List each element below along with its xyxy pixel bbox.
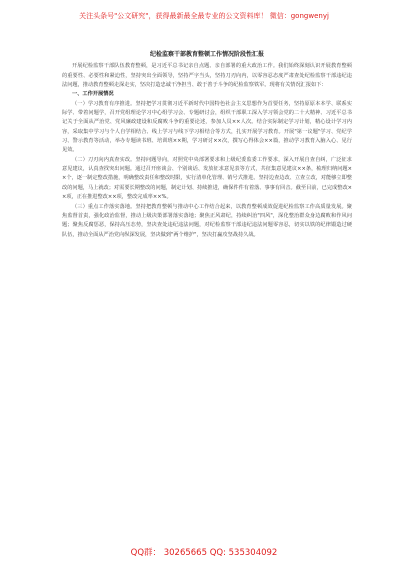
header-banner	[0, 12, 408, 21]
document-body	[62, 50, 352, 240]
footer-contact: QQ群： 30265665 QQ: 535304092	[130, 548, 278, 558]
section-heading: 一、工作开展情况	[72, 91, 114, 98]
intro-paragraph: 开展纪检监察干部队伍教育整顿，是习近平总书记亲自点题、亲自部署的重大政治工作。我们始终深刻认识开展教育整顿的重要性、必要性和紧迫性，坚持突出全面领导，坚持严字当头，坚持刀刃向内，以零容忍态度严肃查处纪检监察干部违纪违法问题，推动教育整顿走深走实，坚决打造忠诚干净担当、敢于善于斗争的纪检监察铁军。现将有关情况汇报如下：	[62, 63, 352, 89]
banner-text: 关注头条号"公文研究"，获得最新最全最专业的公文资料库！ 微信：gongwenyj	[79, 12, 329, 20]
paragraph-work: （三）重点工作落实落地。坚持把教育整顿与推动中心工作结合起来，以教育整顿成效促进纪检监察工作高质量发展。聚焦监督首责，强化政治监督，推动上级决策部署落实落地；聚焦正风肃纪，持续纠治"四风"，深化整治群众身边腐败和作风问题；聚焦反腐惩恶，保持高压态势，坚决查处违纪违法问题，对纪检监察干部违纪违法问题零容忍，切实以铁的纪律锻造过硬队伍，推动全面从严治党向纵深发展，坚决做到"两个维护"，坚决打赢攻坚战持久战。	[62, 203, 352, 238]
paragraph-study: （一）学习教育有序推进。坚持把学习贯彻习近平新时代中国特色社会主义思想作为首要任务，坚持原原本本学、联系实际学、带着问题学，召开党组理论学习中心组学习会、专题研讨会，组织干部职工深入学习领会党的二十大精神、习近平总书记关于全面从严治党、党风廉政建设和反腐败斗争的重要论述，参加人员××人次。结合实际制定学习计划，精心设计学习内容，采取集中学习与个人自学相结合、线上学习与线下学习相结合等方式，扎实开展学习教育。开展"第一议题"学习、党纪学习、警示教育等活动，举办专题读书班、培训班××期，学习研讨××次，撰写心得体会××篇，推动学习教育入脑入心、见行见效。	[62, 100, 352, 154]
paragraph-rectify: （二）刀刃向内真查实改。坚持问题导向，对照党中央部署要求和上级纪委监委工作要求，深入开展自查自纠，广泛征求意见建议，认真查找突出问题。通过召开座谈会、个别谈话、发放征求意见表等方式，共征集意见建议××条，梳理归纳问题××个，逐一制定整改措施，明确整改责任和整改时限，实行清单化管理、销号式推进。坚持边查边改、立查立改，对能够立即整改的问题，马上就改；对需要长期整改的问题，制定计划、持续推进，确保件件有着落、事事有回音。截至目前，已完成整改××项，正在推进整改××项，整改完成率××%。	[62, 156, 352, 201]
document-title: 纪检监察干部教育整顿工作情况阶段性汇报	[149, 51, 264, 58]
